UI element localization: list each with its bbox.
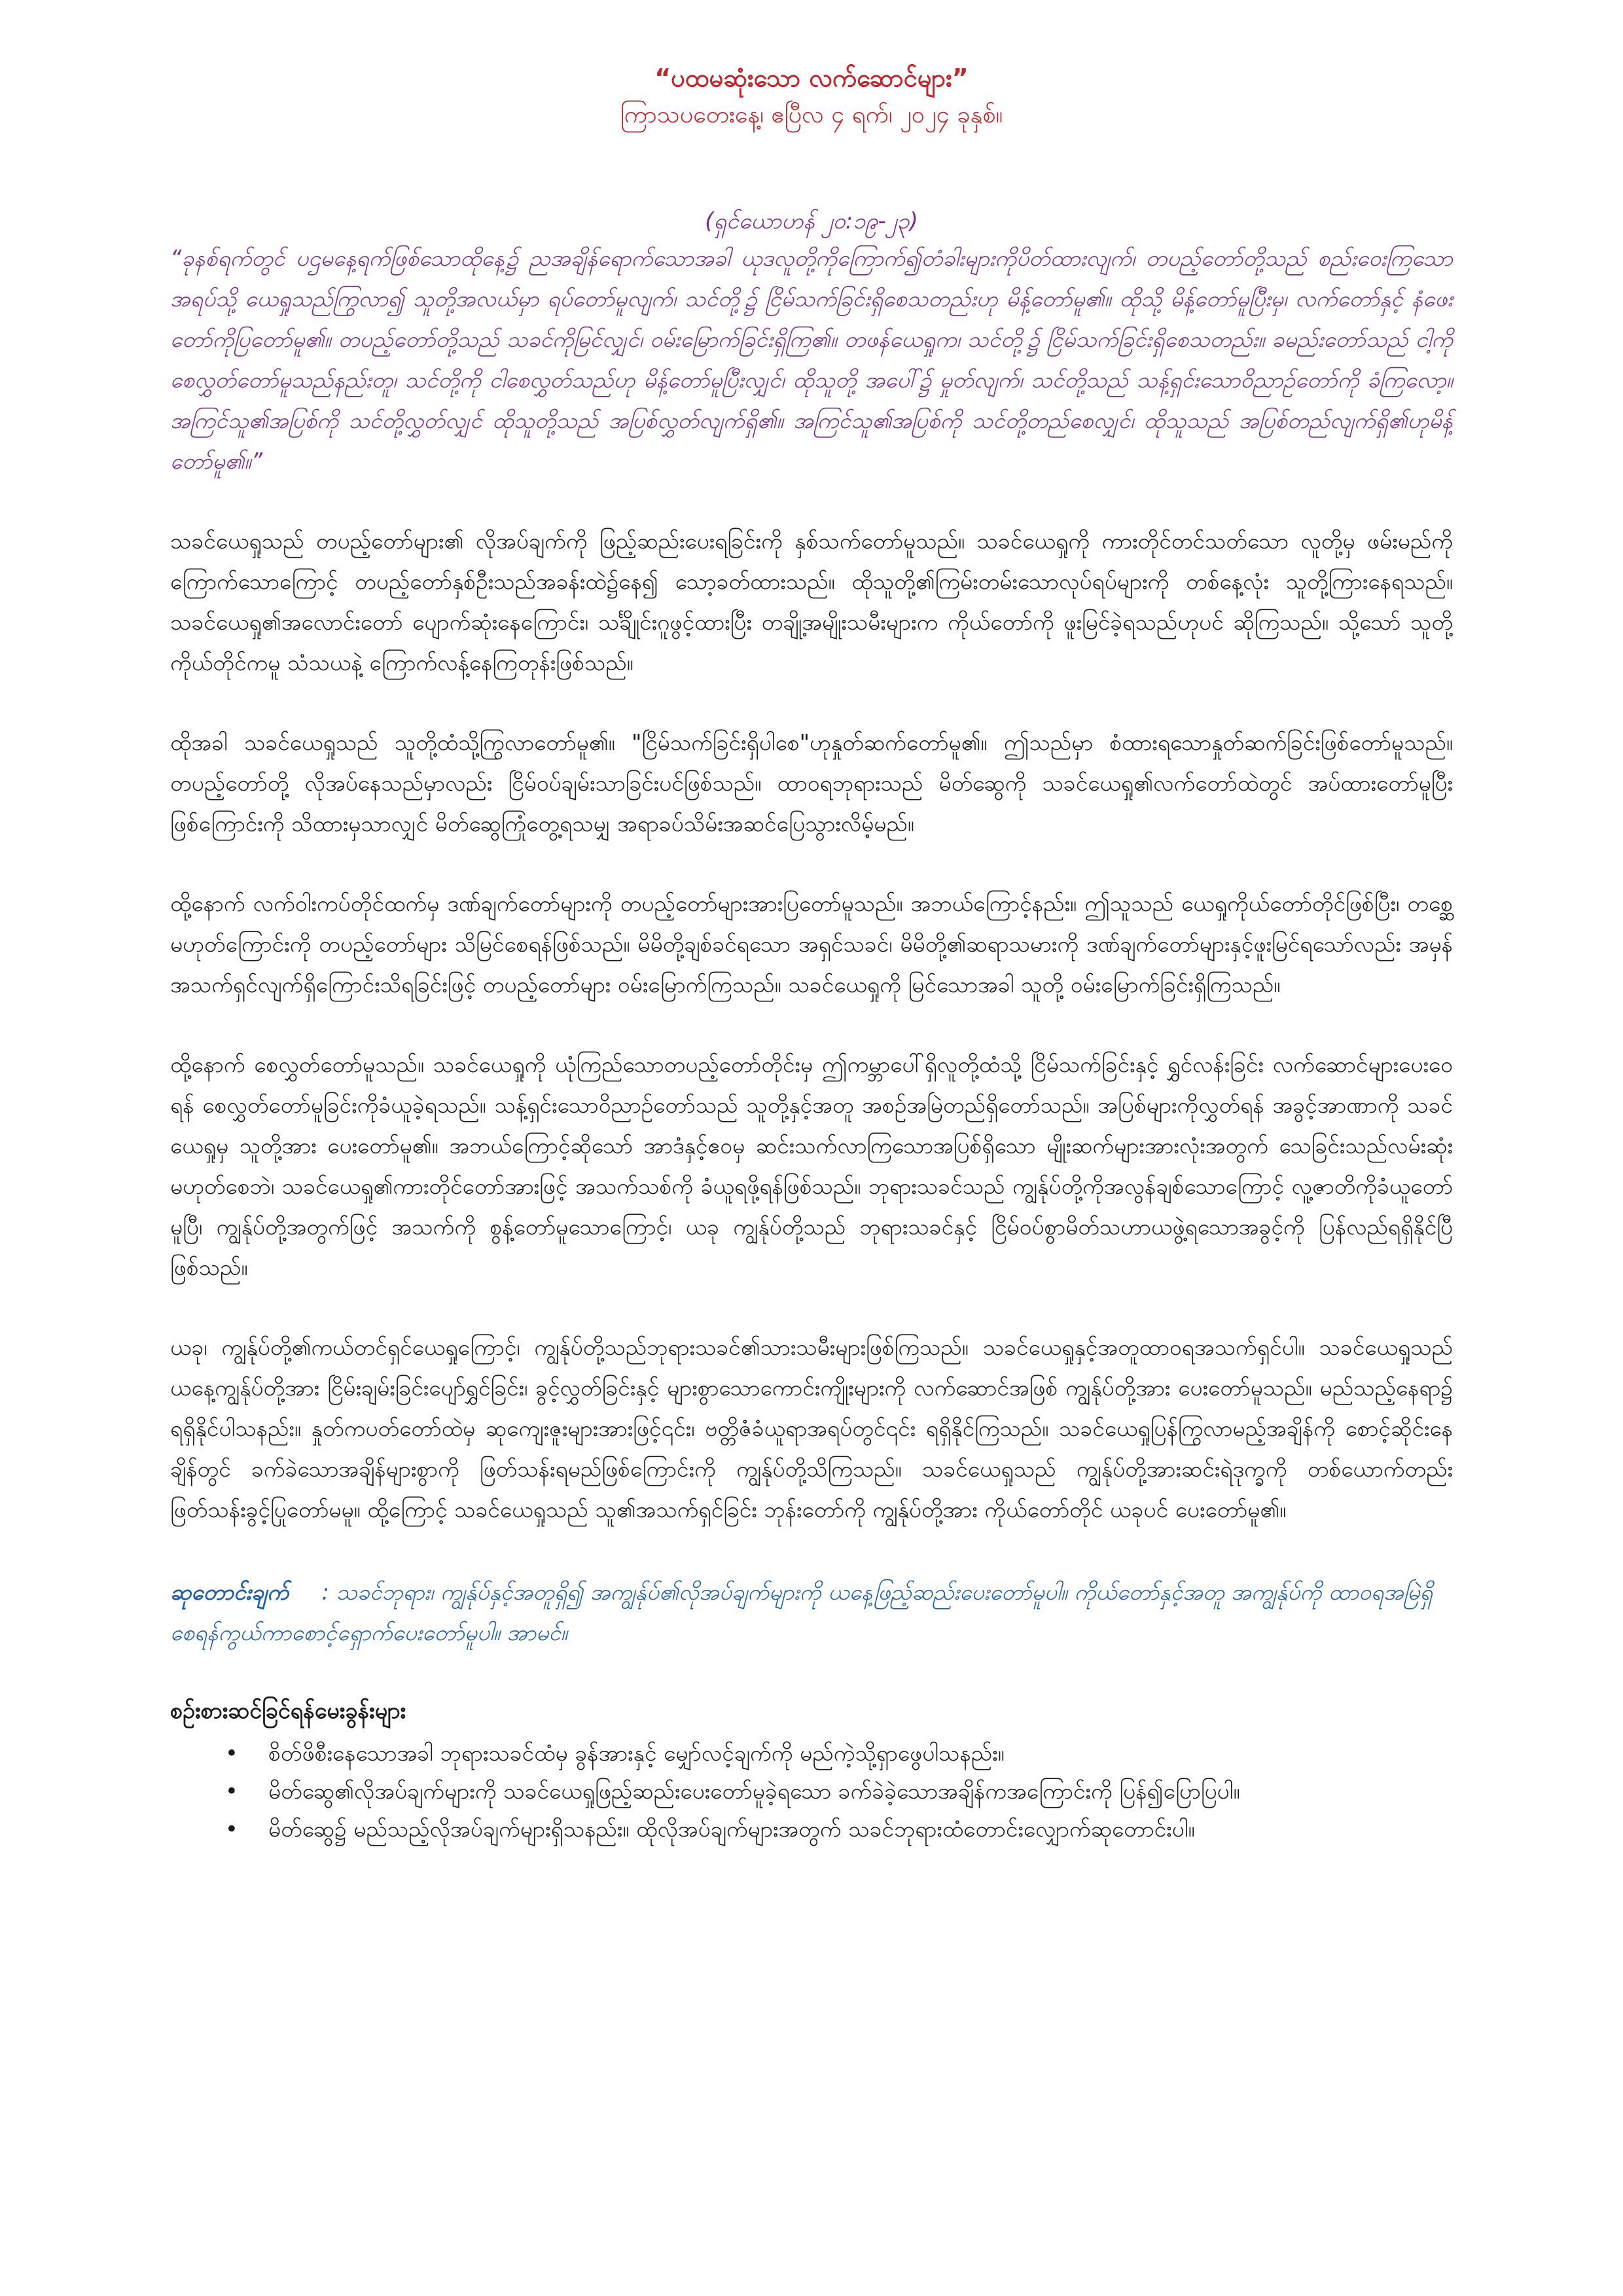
question-text: မိတ်ဆွေ၌ မည်သည့်လိုအပ်ချက်များရှိသနည်း။ ထိုလိုအပ်ချက်များအတွက် သခင်ဘုရားထံတောင်းလျှောက်ဆုတောင်းပါ။ bbox=[268, 1816, 1195, 1842]
list-item bbox=[225, 1734, 1453, 1772]
paragraph-5: ယခု၊ ကျွန်ုပ်တို့၏ကယ်တင်ရှင်ယေရှုကြောင့်၊ ကျွန်ုပ်တို့သည်ဘုရားသခင်၏သားသမီးများဖြစ်ကြသည်။ သခင်ယေရှုနှင့်အတူထာဝရအသက်ရှင်ပါ။ သခင်ယေရှုသည် ယနေ့ကျွန်ုပ်တို့အား ငြိမ်းချမ်းခြင်းပျော်ရွှင်ခြင်း၊ ခွင့်လွှတ်ခြင်းနှင့် များစွာသောကောင်းကျိုးများကို လက်ဆောင်အဖြစ် ကျွန်ုပ်တို့အား ပေးတော်မူသည်။ မည်သည့်နေရာ၌ ရရှိနိုင်ပါသနည်း။ နှုတ်ကပတ်တော်ထဲမှ ဆုကျေးဇူးများအားဖြင့်၎င်း၊ ဗတ္တိဇံခံယူရာအရပ်တွင်၎င်း ရရှိနိုင်ကြသည်။ သခင်ယေရှုပြန်ကြွလာမည့်အချိန်ကို စောင့်ဆိုင်းနေချိန်တွင် ခက်ခဲသောအချိန်များစွာကို ဖြတ်သန်းရမည်ဖြစ်ကြောင်းကို ကျွန်ုပ်တို့သိကြသည်။ သခင်ယေရှုသည် ကျွန်ုပ်တို့အားဆင်းရဲဒုက္ခကို တစ်ယောက်တည်း ဖြတ်သန်းခွင့်ပြုတော်မမူ။ ထို့ကြောင့် သခင်ယေရှုသည် သူ၏အသက်ရှင်ခြင်း ဘုန်းတော်ကို ကျွန်ုပ်တို့အား ကိုယ်တော်တိုင် ယခုပင် ပေးတော်မူ၏။ bbox=[170, 1335, 1453, 1522]
list-item bbox=[225, 1810, 1453, 1848]
prayer-separator: : bbox=[321, 1579, 329, 1605]
list-item bbox=[225, 1772, 1453, 1810]
questions-heading: စဉ်းစားဆင်ခြင်ရန်မေးခွန်းများ bbox=[170, 1698, 406, 1724]
question-text: မိတ်ဆွေ၏လိုအပ်ချက်များကို သခင်ယေရှုဖြည့်ဆည်းပေးတော်မူခဲ့ရသော ခက်ခဲခဲ့သောအချိန်ကအကြောင်းကို ပြန်၍ပြောပြပါ။ bbox=[268, 1778, 1240, 1804]
page-title: “ပထမဆုံးသော လက်ဆောင်များ” bbox=[654, 63, 969, 92]
question-text: စိတ်ဖိစီးနေသောအခါ ဘုရားသခင်ထံမှ ခွန်အားနှင့် မျှော်လင့်ချက်ကို မည်ကဲ့သို့ရှာဖွေပါသနည်း။ bbox=[268, 1740, 1005, 1766]
bullet-icon: • bbox=[225, 1740, 238, 1766]
prayer-text: သခင်ဘုရား၊ ကျွန်ုပ်နှင့်အတူရှိ၍ အကျွန်ုပ်၏လိုအပ်ချက်များကို ယနေ့ဖြည့်ဆည်းပေးတော်မူပါ။ ကိုယ်တော်နှင့်အတူ အကျွန်ုပ်ကို ထာဝရအမြဲရှိစေရန်ကွယ်ကာစောင့်ရှောက်ပေးတော်မူပါ။ အာမင်။ bbox=[170, 1579, 1433, 1645]
paragraph-4: ထို့နောက် စေလွှတ်တော်မူသည်။ သခင်ယေရှုကို ယုံကြည်သောတပည့်တော်တိုင်းမှ ဤကမ္ဘာပေါ်ရှိလူတို့ထံသို့ ငြိမ်သက်ခြင်းနှင့် ရွှင်လန်းခြင်း လက်ဆောင်များပေးဝေရန် စေလွှတ်တော်မူခြင်းကိုခံယူခဲ့ရသည်။ သန့်ရှင်းသောဝိညာဉ်တော်သည် သူတို့နှင့်အတူ အစဉ်အမြဲတည်ရှိတော်သည်။ အပြစ်များကိုလွှတ်ရန် အခွင့်အာဏာကို သခင်ယေရှုမှ သူတို့အား ပေးတော်မူ၏။ အဘယ်ကြောင့်ဆိုသော် အာဒံနှင့်ဧဝမှ ဆင်းသက်လာကြသောအပြစ်ရှိသော မျိုးဆက်များအားလုံးအတွက် သေခြင်းသည်လမ်းဆုံးမဟုတ်စေဘဲ၊ သခင်ယေရှု၏ကားတိုင်တော်အားဖြင့် အသက်သစ်ကို ခံယူရဖို့ရန်ဖြစ်သည်။ ဘုရားသခင်သည် ကျွန်ုပ်တို့ကိုအလွန်ချစ်သောကြောင့် လူ့ဇာတိကိုခံယူတော်မူပြီ၊ ကျွန်ုပ်တို့အတွက်ဖြင့် အသက်ကို စွန့်တော်မူသောကြောင့်၊ ယခု ကျွန်ုပ်တို့သည် ဘုရားသခင်နှင့် ငြိမ်ဝပ်စွာမိတ်သဟာယဖွဲ့ရသောအခွင့်ကို ပြန်လည်ရရှိနိုင်ပြီဖြစ်သည်။ bbox=[170, 1052, 1453, 1280]
prayer-label: ဆုတောင်းချက် bbox=[170, 1579, 289, 1605]
paragraph-3: ထို့နောက် လက်ဝါးကပ်တိုင်ထက်မှ ဒဏ်ချက်တော်များကို တပည့်တော်များအားပြတော်မူသည်။ အဘယ်ကြောင့်နည်း။ ဤသူသည် ယေရှုကိုယ်တော်တိုင်ဖြစ်ပြီး၊ တစ္ဆေမဟုတ်ကြောင်းကို တပည့်တော်များ သိမြင်စေရန်ဖြစ်သည်။ မိမိတို့ချစ်ခင်ရသော အရှင်သခင်၊ မိမိတို့၏ဆရာသမားကို ဒဏ်ချက်တော်များနှင့်ဖူးမြင်ရသော်လည်း အမှန်အသက်ရှင်လျက်ရှိကြောင်းသိရခြင်းဖြင့် တပည့်တော်များ ဝမ်းမြောက်ကြသည်။ သခင်ယေရှုကို မြင်သောအခါ သူတို့ ဝမ်းမြောက်ခြင်းရှိကြသည်။ bbox=[170, 891, 1453, 997]
devotional-page bbox=[170, 59, 1453, 1848]
scripture-text: “ခုနစ်ရက်တွင် ပဌမနေ့ရက်ဖြစ်သောထိုနေ့၌ ညအချိန်ရောက်သောအခါ ယုဒလူတို့ကိုကြောက်၍တံခါးများကိုပိတ်ထားလျက်၊ တပည့်တော်တို့သည် စည်းဝေးကြသောအရပ်သို့ ယေရှုသည်ကြွလာ၍ သူတို့အလယ်မှာ ရပ်တော်မူလျက်၊ သင်တို့၌ ငြိမ်သက်ခြင်းရှိစေသတည်းဟု မိန့်တော်မူ၏။ ထိုသို့ မိန့်တော်မူပြီးမှ၊ လက်တော်နှင့် နံဖေးတော်ကိုပြတော်မူ၏။ တပည့်တော်တို့သည် သခင်ကိုမြင်လျှင်၊ ဝမ်းမြောက်ခြင်းရှိကြ၏။ တဖန်ယေရှုက၊ သင်တို့၌ ငြိမ်သက်ခြင်းရှိစေသတည်း။ ခမည်းတော်သည် ငါ့ကိုစေလွှတ်တော်မူသည်နည်းတူ၊ သင်တို့ကို ငါစေလွှတ်သည်ဟု မိန့်တော်မူပြီးလျှင်၊ ထိုသူတို့ အပေါ်၌ မှုတ်လျက်၊ သင်တို့သည် သန့်ရှင်းသောဝိညာဉ်တော်ကို ခံကြလော့။ အကြင်သူ၏အပြစ်ကို သင်တို့လွှတ်လျှင် ထိုသူတို့သည် အပြစ်လွှတ်လျက်ရှိ၏။ အကြင်သူ၏အပြစ်ကို သင်တို့တည်စေလျှင်၊ ထိုသူသည် အပြစ်တည်လျက်ရှိ၏ဟုမိန့်တော်မူ၏။” bbox=[170, 245, 1453, 474]
bullet-icon: • bbox=[225, 1778, 238, 1804]
scripture-reference: (ရှင်ယောဟန် ၂၀:၁၉-၂၃) bbox=[705, 208, 918, 234]
paragraph-2: ထိုအခါ သခင်ယေရှုသည် သူတို့ထံသို့ကြွလာတော်မူ၏။ "ငြိမ်သက်ခြင်းရှိပါစေ"ဟုနှုတ်ဆက်တော်မူ၏။ ဤသည်မှာ စံထားရသောနှုတ်ဆက်ခြင်းဖြစ်တော်မူသည်။ တပည့်တော်တို့ လိုအပ်နေသည်မှာလည်း ငြိမ်ဝပ်ချမ်းသာခြင်းပင်ဖြစ်သည်။ ထာဝရဘုရားသည် မိတ်ဆွေကို သခင်ယေရှု၏လက်တော်ထဲတွင် အပ်ထားတော်မူပြီးဖြစ်ကြောင်းကို သိထားမှသာလျှင် မိတ်ဆွေကြုံတွေ့ရသမျှ အရာခပ်သိမ်းအဆင်ပြေသွားလိမ့်မည်။ bbox=[170, 730, 1453, 836]
page-date: ကြာသပတေးနေ့၊ ဧပြီလ ၄ ရက်၊ ၂၀၂၄ ခုနှစ်။ bbox=[620, 101, 1003, 128]
prayer-block bbox=[170, 1572, 1453, 1653]
questions-list bbox=[170, 1734, 1453, 1848]
bullet-icon: • bbox=[225, 1816, 238, 1842]
paragraph-1: သခင်ယေရှုသည် တပည့်တော်များ၏ လိုအပ်ချက်ကို ဖြည့်ဆည်းပေးရခြင်းကို နှစ်သက်တော်မူသည်။ သခင်ယေရှုကို ကားတိုင်တင်သတ်သော လူတို့မှ ဖမ်းမည်ကိုကြောက်သောကြောင့် တပည့်တော်နှစ်ဦးသည်အခန်းထဲ၌နေ၍ သော့ခတ်ထားသည်။ ထိုသူတို့၏ကြမ်းတမ်းသောလုပ်ရပ်များကို တစ်နေ့လုံး သူတို့ကြားနေရသည်။ သခင်ယေရှု၏အလောင်းတော် ပျောက်ဆုံးနေကြောင်း၊ သင်္ချိုင်းဂူဖွင့်ထားပြီး တချို့အမျိုးသမီးများက ကိုယ်တော်ကို ဖူးမြင်ခဲ့ရသည်ဟုပင် ဆိုကြသည်။ သို့သော် သူတို့ကိုယ်တိုင်ကမူ သံသယနဲ့ ကြောက်လန့်နေကြတုန်းဖြစ်သည်။ bbox=[170, 528, 1453, 675]
